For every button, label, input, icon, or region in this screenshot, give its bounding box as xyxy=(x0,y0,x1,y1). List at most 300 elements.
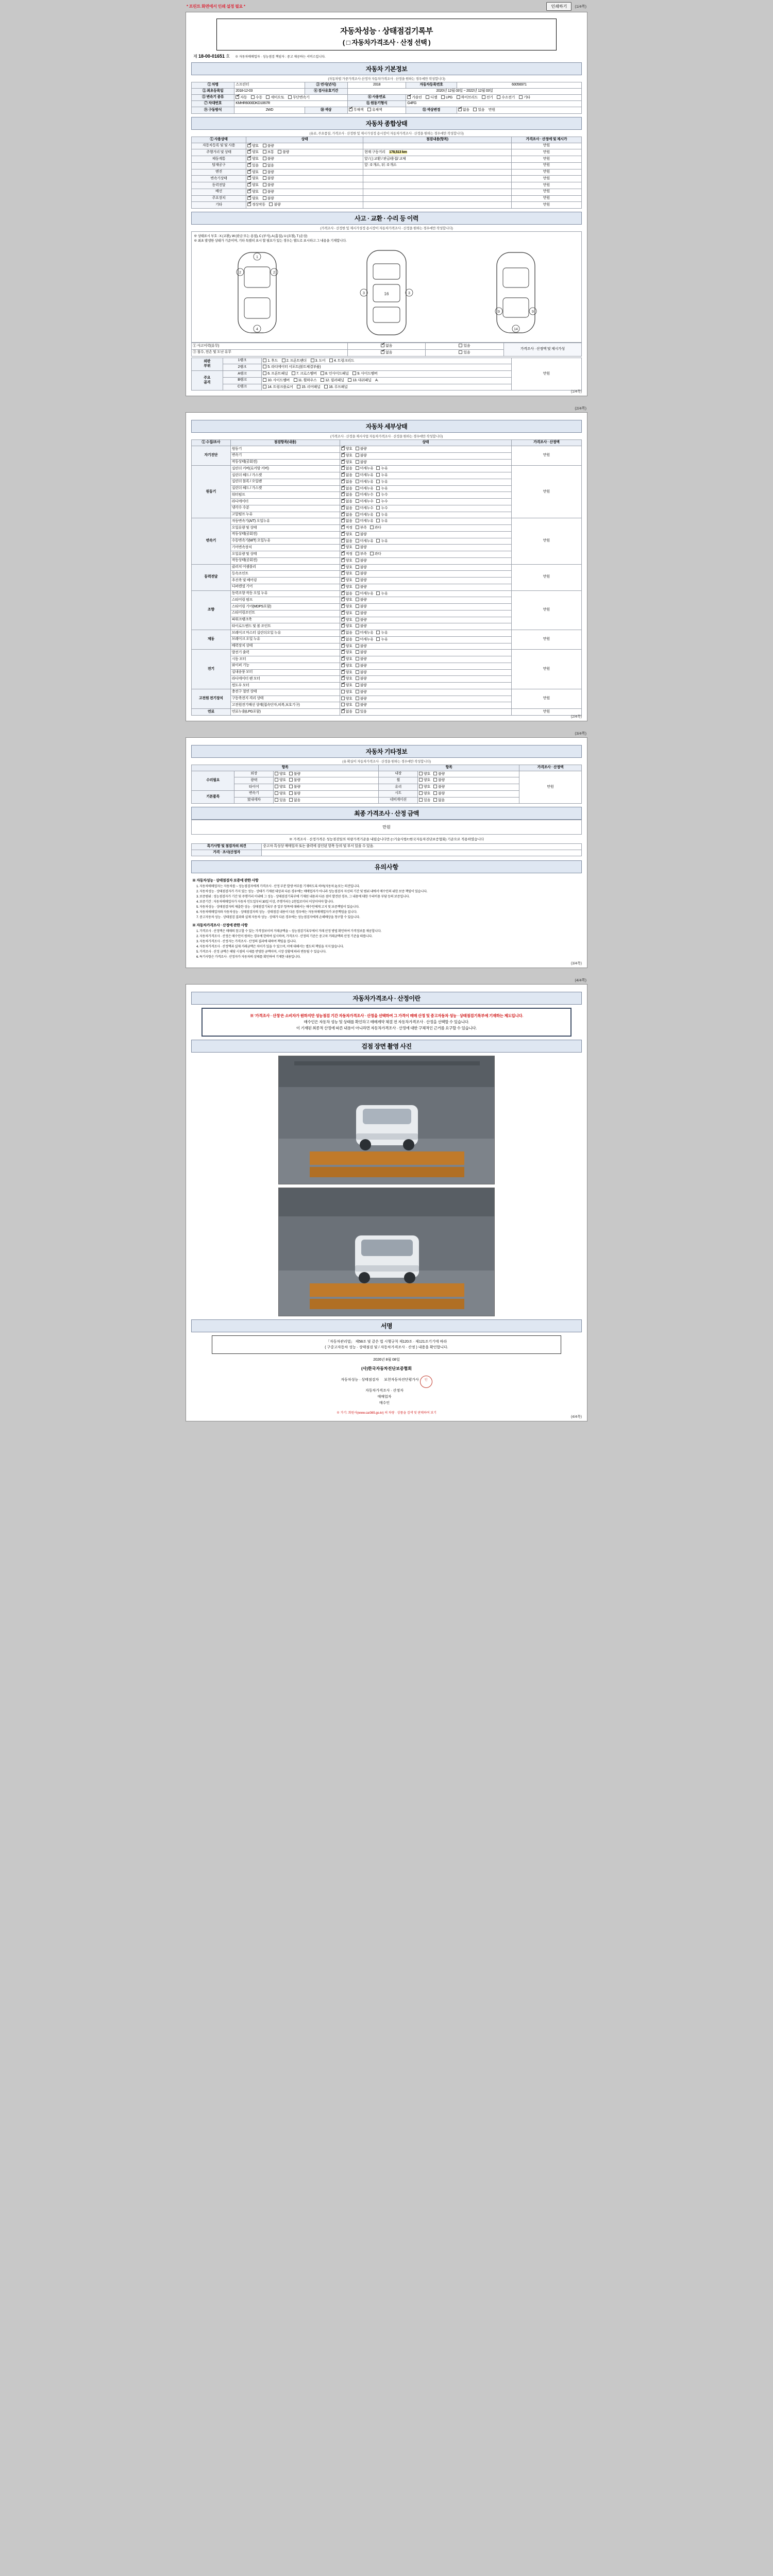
part-inside-panel[interactable]: 8. 인사이드패널 xyxy=(321,371,349,377)
table-head-row xyxy=(192,765,582,771)
opt-engine-good[interactable]: ✔ 양호 xyxy=(247,170,259,175)
table-head-row xyxy=(192,440,582,446)
list-item: 5. 가격조사 · 산정 금액은 해당 시점의 시세를 반영한 금액이며, 시장 상황에 따라 변동될 수 있습니다. xyxy=(199,950,581,955)
opt-proper[interactable]: ✔ 적정 xyxy=(341,526,352,531)
svg-text:3: 3 xyxy=(363,292,365,296)
row-price-powertrain: 만원 xyxy=(511,182,581,189)
item-seat: 시트 xyxy=(379,790,418,797)
row-price-etc: 만원 xyxy=(511,202,581,209)
state-navigation xyxy=(418,797,519,804)
guide-title: 자동차가격조사 · 산정이란 xyxy=(191,992,582,1005)
option-trans-manual[interactable]: 수동 xyxy=(251,95,262,100)
guide-line-3: 이 기재된 최종적 산정에 따른 내용이 아니라면 자동차가격조사 · 산정에 대한 구체적인 근거를 요구할 수 있습니다. xyxy=(296,1026,477,1031)
opt-leak[interactable]: 누유 xyxy=(376,637,388,642)
accident-diagram-area xyxy=(191,231,582,343)
row-detail-wiring xyxy=(363,189,512,195)
item-wiper: 와이퍼 기능 xyxy=(230,663,340,669)
accident-history-none[interactable]: ✔ 없음 xyxy=(347,343,425,350)
opt-good[interactable]: ✔ 양호 xyxy=(341,545,352,550)
state-cyl-head-gasket xyxy=(340,472,511,479)
opt-good[interactable]: 양호 xyxy=(275,791,286,796)
price-engine: 만원 xyxy=(511,466,581,518)
row-detail-engine xyxy=(363,169,512,176)
opt-leak[interactable]: 누유 xyxy=(376,591,388,597)
section-final-title: 최종 가격조사 · 산정 금액 xyxy=(191,807,582,820)
rank-2-items xyxy=(262,364,511,371)
opt-none[interactable]: ✔ 없음 xyxy=(341,486,352,492)
state-exterior xyxy=(273,771,378,777)
svg-text:16: 16 xyxy=(384,292,389,297)
option-colorchange-none[interactable]: ✔ 없음 xyxy=(458,108,469,113)
col-etc-price: 가격조사 · 산정액 xyxy=(519,765,581,771)
row-state-major xyxy=(246,195,363,202)
svg-text:14: 14 xyxy=(514,328,518,332)
opt-good[interactable]: ✔ 양호 xyxy=(341,676,352,682)
item-steering-gear: 스티어링 기어(MDPS포함) xyxy=(230,604,340,611)
opt-good[interactable]: ✔ 양호 xyxy=(341,618,352,623)
opt-yes[interactable]: 있음 xyxy=(419,798,430,803)
value-year: 2018 xyxy=(347,82,406,89)
opt-bad[interactable]: 불량 xyxy=(289,791,300,796)
part-side-member-b[interactable]: 10. 사이드멤버 xyxy=(263,378,290,383)
opt-mileage-normal[interactable]: 보통 xyxy=(263,150,274,155)
opt-micro-leak[interactable]: 미세누유 xyxy=(356,637,374,642)
opt-bad[interactable]: 불량 xyxy=(356,545,367,550)
item-charge-port: 충전구 절연 상태 xyxy=(230,689,340,696)
opt-good[interactable]: ✔ 양호 xyxy=(341,644,352,649)
opt-trans-good[interactable]: ✔ 양호 xyxy=(247,176,259,181)
state-starter xyxy=(340,656,511,663)
opt-bad[interactable]: 불량 xyxy=(356,585,367,590)
item-cyl-head2: 실린더 헤드 / 가스켓 xyxy=(230,485,340,492)
opt-micro-leak[interactable]: 미세누유 xyxy=(356,539,374,544)
opt-none[interactable]: ✔ 없음 xyxy=(341,506,352,511)
opt-none[interactable]: ✔ 없음 xyxy=(341,480,352,485)
group-self-diagnosis: 자기진단 xyxy=(192,446,231,466)
signature-legal-box xyxy=(212,1335,561,1354)
opt-bad[interactable]: 불량 xyxy=(356,558,367,564)
option-fuel-etc[interactable]: 기타 xyxy=(519,95,530,100)
part-trunk-lid[interactable]: 4. 트렁크리드 xyxy=(329,359,354,364)
opt-micro-leak[interactable]: 미세누유 xyxy=(356,631,374,636)
opt-bad[interactable]: 불량 xyxy=(289,778,300,783)
opt-trans-bad[interactable]: 불량 xyxy=(263,176,274,181)
item-battery-isolation: 구동축전지 격리 상태 xyxy=(230,696,340,702)
opt-power-good[interactable]: ✔ 양호 xyxy=(247,183,259,188)
opt-bad[interactable]: 불량 xyxy=(356,611,367,616)
table-row xyxy=(192,630,582,637)
opt-bad[interactable]: 불량 xyxy=(356,453,367,459)
guide-box xyxy=(201,1008,572,1037)
option-fuel-ev[interactable]: 전기 xyxy=(482,95,493,100)
part-dash-panel[interactable]: 13. 대쉬패널 xyxy=(348,378,371,383)
opt-good[interactable]: 양호 xyxy=(341,690,352,695)
opt-good[interactable]: ✔ 양호 xyxy=(341,683,352,688)
option-fuel-lpg[interactable]: LPG xyxy=(441,95,452,100)
opt-micro-leak[interactable]: 미세누유 xyxy=(356,519,374,524)
opt-no[interactable]: 없음 xyxy=(433,798,445,803)
price-assessor-value xyxy=(262,850,582,856)
group-basic-items: 기본품목 xyxy=(192,790,234,804)
state-cyl-head2 xyxy=(340,485,511,492)
option-colorchange-yes[interactable]: 있음 xyxy=(473,108,484,113)
opt-leak[interactable]: 누유 xyxy=(376,631,388,636)
option-color-chromatic[interactable]: 유채색 xyxy=(367,108,382,113)
opt-none[interactable]: ✔ 없음 xyxy=(341,493,352,498)
list-item: 2. 자동차성능 · 상태점검자가 가지 있는 성능 · 상태가 기재된 대상과 다른 경우에는 매매업자가 아니라 성능점검자 자신의 기간 및 범위 내에서 매수인의 위한 보증 책임이 있습니다. xyxy=(199,890,581,894)
rank-b-items xyxy=(262,377,511,384)
opt-none[interactable]: ✔ 없음 xyxy=(341,709,352,715)
opt-good[interactable]: ✔ 양호 xyxy=(341,650,352,655)
opt-wire-bad[interactable]: 불량 xyxy=(263,190,274,195)
item-mt-idle: 작동상태(공회전) xyxy=(230,557,340,564)
opt-bad[interactable]: 불량 xyxy=(356,604,367,609)
state-mt-oil xyxy=(340,551,511,558)
opt-good[interactable]: ✔ 양호 xyxy=(341,558,352,564)
opt-good[interactable]: 양호 xyxy=(275,785,286,790)
opt-no[interactable]: 없음 xyxy=(289,798,300,803)
opt-none[interactable]: ✔ 없음 xyxy=(341,473,352,478)
option-trans-semi[interactable]: 세미오토 xyxy=(266,95,284,100)
opt-none[interactable]: ✔ 없음 xyxy=(341,513,352,518)
opt-bad[interactable]: 불량 xyxy=(356,657,367,662)
opt-good[interactable]: ✔ 양호 xyxy=(341,664,352,669)
opt-leak[interactable]: 누유 xyxy=(376,480,388,485)
opt-good[interactable]: 양호 xyxy=(275,778,286,783)
notice-list-1 xyxy=(199,885,581,920)
item-booster: 배력장치 상태 xyxy=(230,643,340,650)
opt-bad[interactable]: 불량 xyxy=(356,644,367,649)
table-row xyxy=(192,650,582,656)
opt-bad[interactable]: 불량 xyxy=(356,697,367,702)
state-fuel-leak xyxy=(340,709,511,716)
row-price-tools: 만원 xyxy=(511,162,581,169)
value-engine: G4FG xyxy=(406,101,582,107)
opt-none[interactable]: ✔ 없음 xyxy=(341,499,352,504)
opt-good[interactable]: ✔ 양호 xyxy=(341,585,352,590)
svg-text:9: 9 xyxy=(498,310,500,314)
opt-etc-good[interactable]: ✔ 정상작동 xyxy=(247,202,265,208)
item-water-pump: 워터펌프 xyxy=(230,492,340,499)
opt-etc-bad[interactable]: 불량 xyxy=(269,202,280,208)
opt-proper[interactable]: ✔ 적정 xyxy=(341,552,352,557)
opt-good[interactable]: 양호 xyxy=(341,703,352,708)
accident-history-yes[interactable]: 있음 xyxy=(426,343,503,350)
opt-leak[interactable]: 누수 xyxy=(376,499,388,504)
opt-good[interactable]: ✔ 양호 xyxy=(341,604,352,609)
state-mt-leak xyxy=(340,538,511,545)
opt-leak[interactable]: 누유 xyxy=(376,539,388,544)
top-toolbar-3 xyxy=(186,728,587,737)
opt-low[interactable]: 부족 xyxy=(356,552,367,557)
opt-bad[interactable]: 불량 xyxy=(356,532,367,537)
part-wheel-house[interactable]: 11. 휠하우스 xyxy=(294,378,317,383)
item-engine-diag: 원동기 xyxy=(230,446,340,453)
state-rocker-cover xyxy=(340,466,511,472)
table-row xyxy=(192,709,582,716)
item-starter: 시동 모터 xyxy=(230,656,340,663)
opt-micro-leak[interactable]: 미세누유 xyxy=(356,473,374,478)
row-label-etc: 기타 xyxy=(192,202,246,209)
guide-line-2: 매수인은 자동차 성능 및 상태를 확인하고 매매계약 체결 전 자동차가격조사 · 산정을 선택할 수 있습니다. xyxy=(304,1020,469,1025)
item-steering-joint: 스티어링조인트 xyxy=(230,610,340,617)
opt-bad[interactable]: 불량 xyxy=(433,772,445,777)
opt-over[interactable]: 과다 xyxy=(370,552,381,557)
item-steering-pump: 스티어링 펌프 xyxy=(230,597,340,604)
opt-bad[interactable]: 불량 xyxy=(433,791,445,796)
group-engine: 원동기 xyxy=(192,466,231,518)
opt-good[interactable]: ✔ 양호 xyxy=(341,611,352,616)
state-master-cylinder xyxy=(340,630,511,637)
opt-good[interactable]: ✔ 양호 xyxy=(341,598,352,603)
part-pillar-panel[interactable]: 12. 필러패널 xyxy=(321,378,344,383)
row-label-wiring: 배선 xyxy=(192,189,246,195)
opt-good[interactable]: 양호 xyxy=(419,785,430,790)
opt-good[interactable]: ✔ 양호 xyxy=(341,670,352,675)
opt-bad[interactable]: 불량 xyxy=(356,703,367,708)
opt-bad[interactable]: 불량 xyxy=(433,785,445,790)
row-price-transmission: 만원 xyxy=(511,176,581,182)
opt-reg-bad[interactable]: 불량 xyxy=(263,144,274,149)
label-drive: ⑨ 구동방식 xyxy=(192,107,234,114)
value-bodytype-amount: 만원 xyxy=(488,108,495,112)
car-front-view-icon xyxy=(229,246,285,339)
state-cyl-block xyxy=(340,479,511,485)
opt-good[interactable]: ✔ 양호 xyxy=(341,447,352,452)
row-label-engine: 엔진 xyxy=(192,169,246,176)
section-overall-title: 자동차 종합상태 xyxy=(191,117,582,130)
option-trans-auto[interactable]: ✔ 자동 xyxy=(236,95,247,100)
opt-none[interactable]: ✔ 없음 xyxy=(341,637,352,642)
opt-bad[interactable]: 불량 xyxy=(356,460,367,465)
opt-yes[interactable]: 있음 xyxy=(356,709,367,715)
opt-bad[interactable]: 불량 xyxy=(356,618,367,623)
table-row xyxy=(192,101,582,107)
item-hv-wiring: 고전원전기배선 상태(접속단자,피복,보호기구) xyxy=(230,702,340,709)
option-fuel-diesel[interactable]: 디젤 xyxy=(426,95,437,100)
option-color-achromatic[interactable]: ✔ 무채색 xyxy=(349,108,363,113)
table-row xyxy=(192,844,582,850)
opt-bad[interactable]: 불량 xyxy=(356,578,367,583)
row-state-transmission xyxy=(246,176,363,182)
list-item: 4. 자동차가격조사 · 산정액과 실제 거래금액은 차이가 있을 수 있으며, 이에 대해서는 별도의 책임을 지지 않습니다. xyxy=(199,945,581,950)
opt-bad[interactable]: 불량 xyxy=(356,690,367,695)
part-trunk-floor[interactable]: 14. 트렁크플로어 xyxy=(263,385,293,390)
opt-good[interactable]: 양호 xyxy=(419,791,430,796)
opt-tools-no[interactable]: 없음 xyxy=(263,163,274,168)
price-high-voltage: 만원 xyxy=(511,689,581,708)
accident-flood-none[interactable]: ✔ 없음 xyxy=(347,349,425,356)
part-front-panel[interactable]: 6. 프론트패널 xyxy=(263,371,288,377)
option-fuel-gasoline[interactable]: ✔ 가솔린 xyxy=(407,95,422,100)
table-row xyxy=(192,564,582,571)
option-fuel-hydrogen[interactable]: 수소전기 xyxy=(497,95,515,100)
opt-micro-leak[interactable]: 미세누수 xyxy=(356,506,374,511)
state-radiator-fan xyxy=(340,676,511,683)
opt-bad[interactable]: 불량 xyxy=(356,447,367,452)
opt-leak[interactable]: 누유 xyxy=(376,486,388,492)
opt-none[interactable]: ✔ 없음 xyxy=(341,631,352,636)
opt-bad[interactable]: 불량 xyxy=(356,624,367,629)
opt-bad[interactable]: 불량 xyxy=(289,785,300,790)
opt-micro-leak[interactable]: 미세누유 xyxy=(356,480,374,485)
option-trans-cvt[interactable]: 무단변속기 xyxy=(288,95,309,100)
accident-history-table xyxy=(191,343,582,357)
item-master-cylinder: 브레이크 마스터 실린더오일 누유 xyxy=(230,630,340,637)
opt-good[interactable]: 양호 xyxy=(341,697,352,702)
item-radiator-fan: 라디에이터 팬 모터 xyxy=(230,676,340,683)
opt-micro-leak[interactable]: 미세누수 xyxy=(356,493,374,498)
opt-none[interactable]: ✔ 없음 xyxy=(341,519,352,524)
opt-leak[interactable]: 누유 xyxy=(376,473,388,478)
state-water-pump xyxy=(340,492,511,499)
opt-good[interactable]: 양호 xyxy=(419,778,430,783)
opt-good[interactable]: ✔ 양호 xyxy=(341,532,352,537)
part-roof-panel[interactable]: 16. 루프패널 xyxy=(324,385,347,390)
opt-leak[interactable]: 누수 xyxy=(376,493,388,498)
opt-micro-leak[interactable]: 미세누유 xyxy=(356,466,374,471)
item-high-pressure-pump: 고압펌프 누유 xyxy=(230,512,340,518)
opt-good[interactable]: ✔ 양호 xyxy=(341,624,352,629)
opt-leak[interactable]: 누수 xyxy=(376,506,388,511)
opt-good[interactable]: ✔ 양호 xyxy=(341,571,352,577)
row-label-mileage: 주행거리 및 상태 xyxy=(192,149,246,156)
row-label-registration: 자동차등록 및 및 사용 xyxy=(192,143,246,149)
page-indicator-2: (2/4쪽) xyxy=(575,406,586,411)
opt-micro-leak[interactable]: 미세누수 xyxy=(356,499,374,504)
opt-none[interactable]: ✔ 없음 xyxy=(341,466,352,471)
part-cross-member[interactable]: 7. 크로스멤버 xyxy=(292,371,316,377)
table-row xyxy=(192,88,582,94)
opt-mileage-good[interactable]: ✔ 양호 xyxy=(247,150,259,155)
accident-history-label: ① 사고이력(유무) xyxy=(192,343,348,350)
label-year: ③ 연식(년식) xyxy=(305,82,347,89)
state-power-steering-leak xyxy=(340,590,511,597)
opt-yes[interactable]: 있음 xyxy=(275,798,286,803)
opt-leak[interactable]: 누유 xyxy=(376,466,388,471)
row-detail-powertrain xyxy=(363,182,512,189)
opt-bad[interactable]: 불량 xyxy=(356,571,367,577)
opt-reg-good[interactable]: ✔ 양호 xyxy=(247,144,259,149)
opt-none[interactable]: ✔ 없음 xyxy=(341,539,352,544)
opt-major-bad[interactable]: 불량 xyxy=(263,196,274,201)
opt-bad[interactable]: 불량 xyxy=(433,778,445,783)
item-coolant: 냉각수 수분 xyxy=(230,505,340,512)
part-side-member-a[interactable]: 9. 사이드멤버 xyxy=(352,371,377,377)
print-button[interactable]: 인쇄하기 xyxy=(546,2,572,11)
table-row xyxy=(192,590,582,597)
opt-micro-leak[interactable]: 미세누유 xyxy=(356,486,374,492)
value-first-reg: 2018-12-03 xyxy=(234,88,305,94)
notice-heading-2: ※ 자동차가격조사 · 산정에 관한 사항 xyxy=(192,923,248,927)
opt-brake-good[interactable]: ✔ 양호 xyxy=(247,157,259,162)
label-first-reg: ② 최초등록일 xyxy=(192,88,234,94)
inspection-photo-rear xyxy=(278,1188,495,1316)
opt-over[interactable]: 과다 xyxy=(370,526,381,531)
state-coolant xyxy=(340,505,511,512)
part-rear-panel[interactable]: 15. 리어패널 xyxy=(297,385,320,390)
item-clutch: 클러치 어셈블리 xyxy=(230,564,340,571)
opt-none[interactable]: ✔ 없음 xyxy=(341,591,352,597)
opt-good[interactable]: ✔ 양호 xyxy=(341,453,352,459)
opt-leak[interactable]: 누유 xyxy=(376,513,388,518)
opt-low[interactable]: 부족 xyxy=(356,526,367,531)
opt-bad[interactable]: 불량 xyxy=(356,670,367,675)
opt-micro-leak[interactable]: 미세누유 xyxy=(356,591,374,597)
signature-company: (사)한국자동차진단보증협회 xyxy=(361,1366,412,1371)
opt-micro-leak[interactable]: 미세누유 xyxy=(356,513,374,518)
doc-no-label: 제 xyxy=(193,54,197,59)
item-navigation: 네비게이션 xyxy=(379,797,418,804)
option-fuel-hybrid[interactable]: 하이브리드 xyxy=(457,95,478,100)
opt-bad[interactable]: 불량 xyxy=(356,664,367,669)
section-detail-note: (가격조사 · 산정을 제시사업 자동차가격조사 · 산정을 원하는 경우에만 작성합니다) xyxy=(330,435,443,439)
opt-bad[interactable]: 불량 xyxy=(289,772,300,777)
part-hood[interactable]: 1. 후드 xyxy=(263,359,278,364)
part-front-fender[interactable]: 2. 프론트팬더 xyxy=(282,359,307,364)
part-radiator-support[interactable]: 5. 라디에이터 서포트(볼트체결부품) xyxy=(263,365,321,370)
state-hv-wiring xyxy=(340,702,511,709)
final-amount-value: 만원 xyxy=(382,825,391,830)
opt-bad[interactable]: 불량 xyxy=(356,676,367,682)
row-label-powertrain: 동력전달 xyxy=(192,182,246,189)
opt-good[interactable]: ✔ 양호 xyxy=(341,578,352,583)
page-indicator-1: (1/4쪽) xyxy=(575,4,586,9)
opt-brake-bad[interactable]: 불량 xyxy=(263,157,274,162)
opt-good[interactable]: 양호 xyxy=(275,772,286,777)
row-label-transmission: 변속기상태 xyxy=(192,176,246,182)
opt-bad[interactable]: 불량 xyxy=(356,650,367,655)
state-interior-wash xyxy=(273,797,378,804)
opt-bad[interactable]: 불량 xyxy=(356,598,367,603)
opt-bad[interactable]: 불량 xyxy=(356,565,367,570)
label-car-name: ① 차명 xyxy=(192,82,234,89)
row-price-mileage: 만원 xyxy=(511,149,581,156)
row-price-brake: 만원 xyxy=(511,156,581,163)
opt-mileage-bad[interactable]: 불량 xyxy=(278,150,289,155)
col-usage: ① 사용상태 xyxy=(192,137,246,143)
group-repair-needed: 수리필요 xyxy=(192,771,234,790)
page-footer-2: (2/4쪽) xyxy=(570,715,582,719)
opt-tools-yes[interactable]: ✔ 있음 xyxy=(247,163,259,168)
doc-no-suffix: 호 xyxy=(226,54,230,59)
list-item: 4. 보증기간 : 자동차매매업자가 자동차 인도일부터 30일 이상, 주행거리는 2천킬로미터 이상이어야 합니다. xyxy=(199,900,581,905)
opt-wire-good[interactable]: ✔ 양호 xyxy=(247,190,259,195)
opt-power-bad[interactable]: 불량 xyxy=(263,183,274,188)
accident-flood-yes[interactable]: 있음 xyxy=(426,349,503,356)
part-door[interactable]: 3. 도어 xyxy=(311,359,326,364)
state-brake-oil xyxy=(340,636,511,643)
state-interior xyxy=(418,771,519,777)
opt-bad[interactable]: 불량 xyxy=(356,683,367,688)
opt-engine-bad[interactable]: 불량 xyxy=(263,170,274,175)
opt-leak[interactable]: 누유 xyxy=(376,519,388,524)
page-footer-4: (4/4쪽) xyxy=(570,1415,582,1419)
row-detail-tools: 앞 : 0 개소, 뒤 : 0 개소 xyxy=(363,162,512,169)
opt-good[interactable]: 양호 xyxy=(419,772,430,777)
col-detail-state: 상태 xyxy=(340,440,511,446)
state-window-motor xyxy=(340,683,511,689)
item-blower-motor: 실내송풍 모터 xyxy=(230,669,340,676)
opt-good[interactable]: ✔ 양호 xyxy=(341,565,352,570)
label-vin: ⑦ 차대번호 xyxy=(192,101,234,107)
opt-good[interactable]: ✔ 양호 xyxy=(341,460,352,465)
table-row xyxy=(192,850,582,856)
group-brake: 제동 xyxy=(192,630,231,650)
opt-good[interactable]: ✔ 양호 xyxy=(341,657,352,662)
opt-major-good[interactable]: ✔ 양호 xyxy=(247,196,259,201)
page-footer-3: (3/4쪽) xyxy=(570,962,582,966)
